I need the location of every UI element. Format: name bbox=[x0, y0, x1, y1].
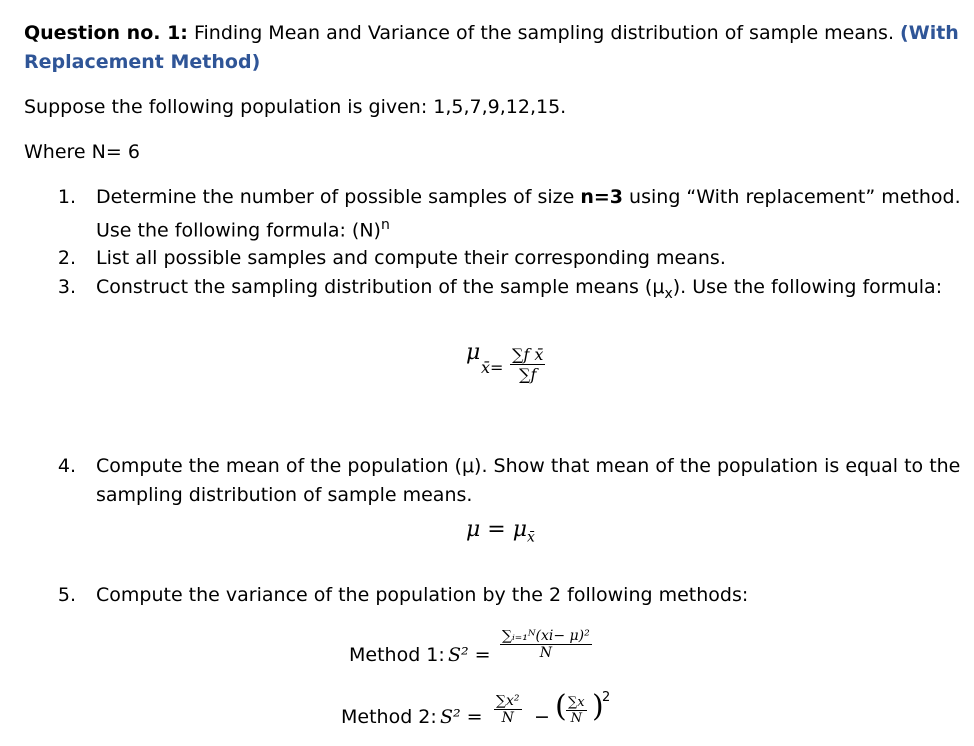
question-text: Finding Mean and Variance of the sampling distribution of sample means. bbox=[187, 22, 901, 44]
item-1-text bbox=[96, 186, 961, 208]
right-paren: ) bbox=[592, 689, 604, 724]
question-header bbox=[24, 22, 959, 44]
item-1-sup: n bbox=[380, 217, 390, 233]
item-4-line1: Compute the mean of the population (μ). Show that mean of the population is equal to the bbox=[96, 455, 961, 477]
item-1-bold: n=3 bbox=[580, 186, 624, 208]
formula-3-numerator: ∑f x̄ bbox=[512, 345, 544, 364]
method-2-denominator-2: N bbox=[570, 711, 582, 726]
item-2-number: 2. bbox=[57, 247, 76, 269]
item-1-text-a: Determine the number of possible samples of size bbox=[96, 186, 581, 208]
method-2-power: 2 bbox=[602, 690, 611, 705]
formula-4-sub: x̄ bbox=[527, 529, 535, 546]
item-3-number: 3. bbox=[57, 276, 76, 298]
formula-3-mu: μ bbox=[466, 340, 481, 365]
item-1-line2 bbox=[96, 217, 390, 241]
n-text: Where N= 6 bbox=[24, 141, 140, 163]
left-paren: ( bbox=[555, 689, 567, 724]
item-1-number: 1. bbox=[57, 186, 76, 208]
method-2-lhs: S² = bbox=[440, 706, 483, 728]
item-3-text bbox=[96, 276, 942, 302]
formula-4-main: μ = μ bbox=[466, 517, 528, 542]
method-2-fraction-2 bbox=[566, 695, 587, 726]
item-4-number: 4. bbox=[57, 455, 76, 477]
formula-3-denominator: ∑f bbox=[519, 365, 537, 384]
method-1-numerator: ∑ᵢ₌₁ᴺ(xi− μ)² bbox=[502, 628, 590, 644]
item-3-sub: x bbox=[664, 285, 673, 302]
method-1-denominator: N bbox=[539, 645, 552, 661]
item-1-text-c: using “With replacement” method. bbox=[623, 186, 961, 208]
method-2-minus: − bbox=[534, 706, 550, 728]
item-5-number: 5. bbox=[57, 584, 76, 606]
item-2-text: List all possible samples and compute their corresponding means. bbox=[96, 247, 726, 269]
method-2-fraction-1 bbox=[494, 693, 522, 726]
question-label: Question no. 1: bbox=[24, 22, 188, 44]
formula-4 bbox=[466, 517, 535, 545]
method-1-lhs: S² = bbox=[448, 644, 491, 666]
item-4-line2: sampling distribution of sample means. bbox=[96, 484, 473, 506]
method-2-numerator-2: ∑x bbox=[568, 695, 585, 710]
method-2-denominator-1: N bbox=[501, 710, 514, 726]
method-2-numerator-1: ∑x² bbox=[496, 693, 520, 709]
method-line1: (With bbox=[900, 22, 959, 44]
method-2-label: Method 2: bbox=[341, 706, 437, 728]
population-text: Suppose the following population is given: 1,5,7,9,12,15. bbox=[24, 96, 567, 118]
formula-3-sub: x̄= bbox=[481, 358, 504, 377]
method-1-fraction bbox=[500, 628, 592, 661]
method-1-label: Method 1: bbox=[349, 644, 445, 666]
formula-3-fraction bbox=[510, 345, 545, 384]
item-1-line2-text: Use the following formula: (N) bbox=[96, 219, 381, 242]
item-3-text-b: ). Use the following formula: bbox=[672, 276, 943, 298]
item-5-text: Compute the variance of the population by the 2 following methods: bbox=[96, 584, 749, 606]
item-3-text-a: Construct the sampling distribution of the sample means (μ bbox=[96, 276, 665, 298]
method-line2: Replacement Method) bbox=[24, 51, 261, 73]
